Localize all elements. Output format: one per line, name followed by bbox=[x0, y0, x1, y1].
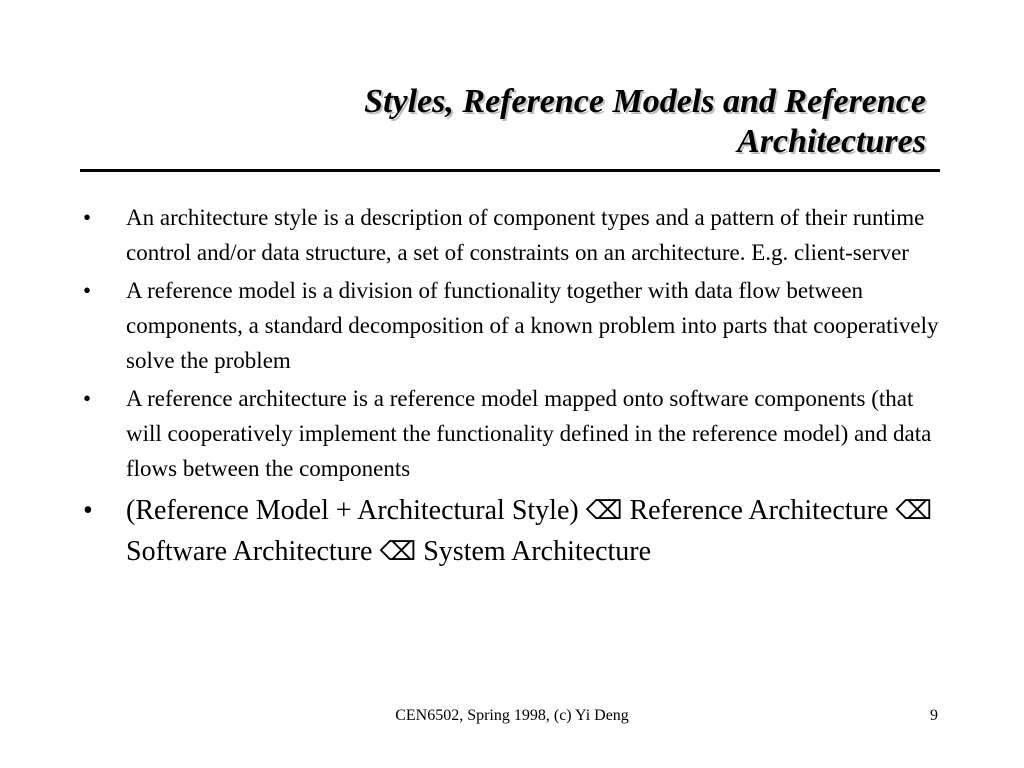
bullet-list bbox=[83, 200, 943, 575]
erase-to-left-icon: ⌫ bbox=[895, 496, 933, 526]
bullet-text: A reference architecture is a reference model mapped onto software components (that will cooperatively implement the functionality defined in the reference model) and data flows between the components bbox=[126, 386, 932, 481]
formula-part-1: (Reference Model + Architectural Style) bbox=[126, 495, 579, 526]
title-line-2: Architectures bbox=[737, 123, 926, 160]
erase-to-left-icon: ⌫ bbox=[379, 537, 417, 567]
bullet-dot-icon: • bbox=[83, 205, 92, 230]
formula-part-2: Reference Architecture bbox=[629, 495, 889, 526]
title-line-1: Styles, Reference Models and Reference bbox=[364, 83, 926, 120]
bullet-item-formula bbox=[83, 490, 943, 572]
formula-part-4: System Architecture bbox=[423, 536, 652, 567]
bullet-dot-icon: • bbox=[83, 495, 93, 526]
erase-to-left-icon: ⌫ bbox=[585, 496, 623, 526]
bullet-item-reference-model bbox=[83, 273, 943, 378]
bullet-dot-icon: • bbox=[83, 386, 92, 411]
bullet-item-reference-architecture bbox=[83, 381, 943, 486]
bullet-text: An architecture style is a description of component types and a pattern of their runtime control and/or data structure, a set of constraints on an architecture. E.g. client-server bbox=[126, 205, 925, 265]
title-underline bbox=[80, 169, 940, 172]
formula-part-3: Software Architecture bbox=[126, 536, 373, 567]
page-number: 9 bbox=[930, 707, 938, 724]
footer-course-credit: CEN6502, Spring 1998, (c) Yi Deng bbox=[395, 707, 629, 724]
bullet-text: A reference model is a division of functionality together with data flow between components, a standard decomposition of a known problem into parts that cooperatively solve the problem bbox=[126, 278, 939, 373]
bullet-item-architecture-style bbox=[83, 200, 943, 270]
bullet-dot-icon: • bbox=[83, 278, 92, 303]
slide-title bbox=[80, 82, 926, 162]
